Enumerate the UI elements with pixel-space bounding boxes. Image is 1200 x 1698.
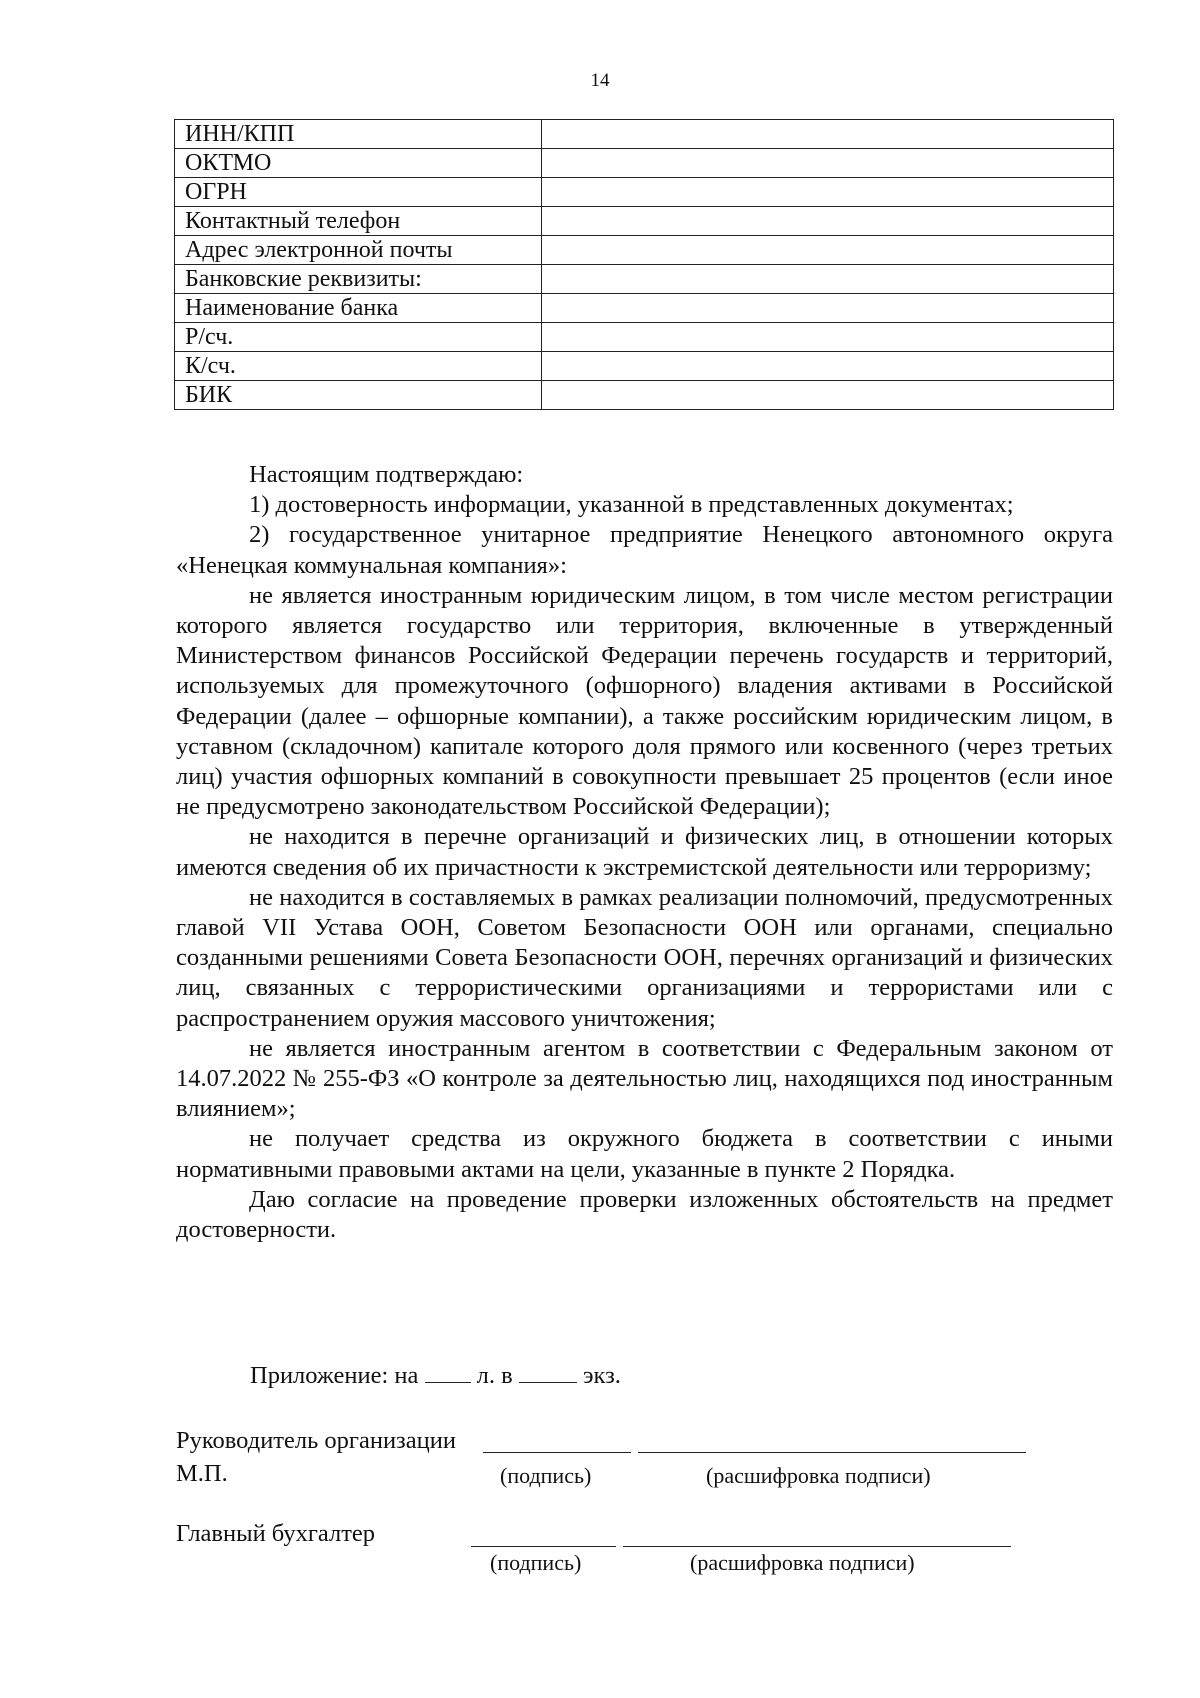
requisite-value[interactable] — [542, 149, 1114, 178]
accountant-signature-line[interactable] — [471, 1546, 616, 1547]
page-number: 14 — [590, 70, 610, 91]
requisite-value[interactable] — [542, 120, 1114, 149]
head-decoding-line[interactable] — [638, 1452, 1026, 1453]
accountant-decoding-caption: (расшифровка подписи) — [690, 1550, 915, 1575]
appendix-sheets-blank[interactable] — [425, 1360, 471, 1383]
head-signature-caption: (подпись) — [500, 1463, 592, 1488]
appendix-copies-blank[interactable] — [519, 1360, 577, 1383]
paragraph-un-lists: не находится в составляемых в рамках реализации полномочий, предусмотренных главой VII Устава ООН, Советом Безопасности ООН или органами, специально созданными решениями Совета Безопасности ООН, перечнях организаций и физических лиц, связанных с террористическими организациями и террористами или с распространением оружия массового уничтожения; — [176, 883, 1113, 1032]
requisite-row — [175, 120, 1114, 149]
requisite-row — [175, 265, 1114, 294]
requisite-value[interactable] — [542, 352, 1114, 381]
stamp-label: М.П. — [176, 1460, 228, 1487]
paragraph-item-1: 1) достоверность информации, указанной в представленных документах; — [249, 491, 1014, 519]
accountant-decoding-line[interactable] — [623, 1546, 1011, 1547]
paragraph-consent: Даю согласие на проведение проверки изложенных обстоятельств на предмет достоверности. — [176, 1185, 1113, 1244]
paragraph-budget: не получает средства из окружного бюджета в соответствии с иными нормативными правовыми актами на цели, указанные в пункте 2 Порядка. — [176, 1125, 1113, 1183]
requisite-row — [175, 207, 1114, 236]
head-label: Руководитель организации — [176, 1427, 456, 1454]
requisite-row — [175, 352, 1114, 381]
requisite-label: Р/сч. — [175, 323, 542, 352]
requisite-label: ИНН/КПП — [175, 120, 542, 149]
head-decoding-caption: (расшифровка подписи) — [706, 1463, 931, 1488]
requisite-value[interactable] — [542, 381, 1114, 410]
requisite-value[interactable] — [542, 207, 1114, 236]
appendix-suffix: экз. — [582, 1362, 621, 1389]
head-signature-line[interactable] — [483, 1452, 631, 1453]
paragraph-offshore: не является иностранным юридическим лицом, в том числе местом регистрации которого является государство или территория, включенные в утвержденный Министерством финансов Российской Федерации перечень государств и территорий, используемых для промежуточного (офшорного) владения активами в Российской Федерации (далее – офшорные компании), а также российским юридическим лицом, в уставном (складочном) капитале которого доля прямого или косвенного (через третьих лиц) участия офшорных компаний в совокупности превышает 25 процентов (если иное не предусмотрено законодательством Российской Федерации); — [176, 581, 1113, 821]
requisite-label: Банковские реквизиты: — [175, 265, 542, 294]
requisite-label: Контактный телефон — [175, 207, 542, 236]
confirmation-text — [176, 460, 1113, 1245]
requisite-row — [175, 178, 1114, 207]
paragraph-foreign-agent: не является иностранным агентом в соответствии с Федеральным законом от 14.07.2022 № 255-ФЗ «О контроле за деятельностью лиц, находящихся под иностранным влиянием»; — [176, 1034, 1113, 1123]
requisite-value[interactable] — [542, 265, 1114, 294]
requisite-value[interactable] — [542, 178, 1114, 207]
requisite-label: ОКТМО — [175, 149, 542, 178]
requisite-label: БИК — [175, 381, 542, 410]
appendix-middle: л. в — [476, 1362, 513, 1389]
requisite-label: Наименование банка — [175, 294, 542, 323]
paragraph-intro: Настоящим подтверждаю: — [249, 461, 524, 488]
accountant-label: Главный бухгалтер — [176, 1520, 376, 1547]
requisite-value[interactable] — [542, 236, 1114, 265]
requisite-row — [175, 149, 1114, 178]
appendix-line — [250, 1360, 621, 1390]
accountant-signature-caption: (подпись) — [490, 1550, 582, 1575]
requisite-row — [175, 236, 1114, 265]
paragraph-item-2: 2) государственное унитарное предприятие Ненецкого автономного округа «Ненецкая коммунальная компания»: — [176, 521, 1113, 579]
requisite-row — [175, 294, 1114, 323]
requisite-value[interactable] — [542, 294, 1114, 323]
requisite-row — [175, 323, 1114, 352]
requisite-label: ОГРН — [175, 178, 542, 207]
appendix-prefix: Приложение: на — [250, 1362, 419, 1389]
requisite-value[interactable] — [542, 323, 1114, 352]
paragraph-extremism: не находится в перечне организаций и физических лиц, в отношении которых имеются сведения об их причастности к экстремистской деятельности или терроризму; — [176, 823, 1113, 881]
requisite-row — [175, 381, 1114, 410]
requisite-label: Адрес электронной почты — [175, 236, 542, 265]
requisite-label: К/сч. — [175, 352, 542, 381]
requisites-table — [174, 119, 1114, 410]
